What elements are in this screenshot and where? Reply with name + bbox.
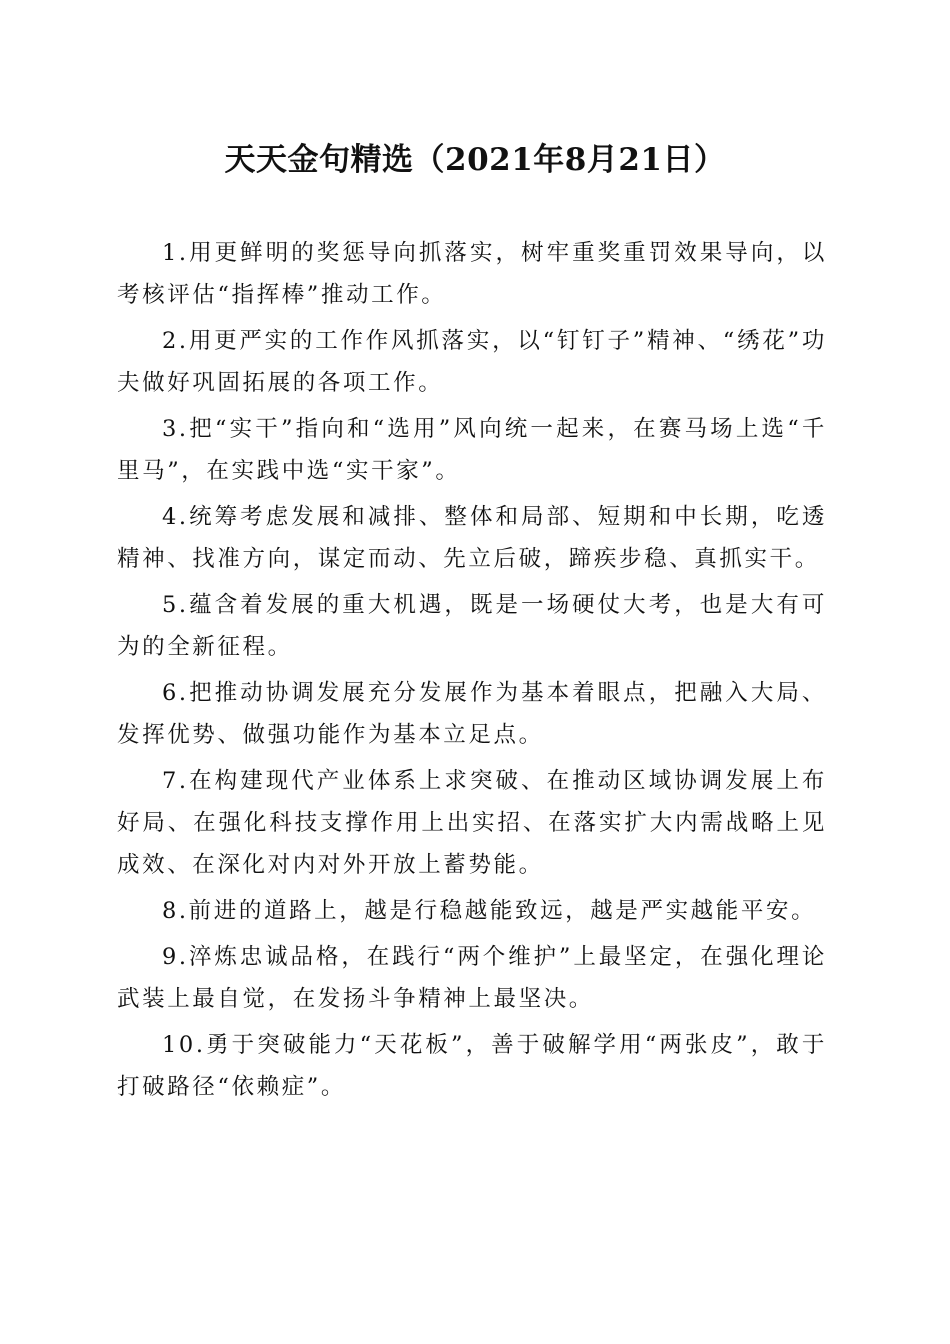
document-title: 天天金句精选（2021年8月21日） xyxy=(224,142,726,178)
list-item: 5.蕴含着发展的重大机遇，既是一场硬仗大考，也是大有可为的全新征程。 xyxy=(117,592,827,660)
list-item: 7.在构建现代产业体系上求突破、在推动区域协调发展上布好局、在强化科技支撑作用上出实招、在落实扩大内需战略上见成效、在深化对内对外开放上蓄势能。 xyxy=(117,768,827,878)
list-item: 6.把推动协调发展充分发展作为基本着眼点，把融入大局、发挥优势、做强功能作为基本立足点。 xyxy=(117,680,827,748)
list-item: 4.统筹考虑发展和减排、整体和局部、短期和中长期，吃透精神、找准方向，谋定而动、先立后破，蹄疾步稳、真抓实干。 xyxy=(117,504,827,572)
list-item: 2.用更严实的工作作风抓落实，以“钉钉子”精神、“绣花”功夫做好巩固拓展的各项工作。 xyxy=(117,328,827,396)
list-item: 3.把“实干”指向和“选用”风向统一起来，在赛马场上选“千里马”，在实践中选“实干家”。 xyxy=(117,416,827,484)
list-item: 9.淬炼忠诚品格，在践行“两个维护”上最坚定，在强化理论武装上最自觉，在发扬斗争精神上最坚决。 xyxy=(117,944,827,1012)
list-item: 10.勇于突破能力“天花板”，善于破解学用“两张皮”，敢于打破路径“依赖症”。 xyxy=(117,1032,827,1100)
list-item: 1.用更鲜明的奖惩导向抓落实，树牢重奖重罚效果导向，以考核评估“指挥棒”推动工作。 xyxy=(117,240,827,308)
document-body xyxy=(117,232,827,1112)
list-item: 8.前进的道路上，越是行稳越能致远，越是严实越能平安。 xyxy=(162,898,817,924)
